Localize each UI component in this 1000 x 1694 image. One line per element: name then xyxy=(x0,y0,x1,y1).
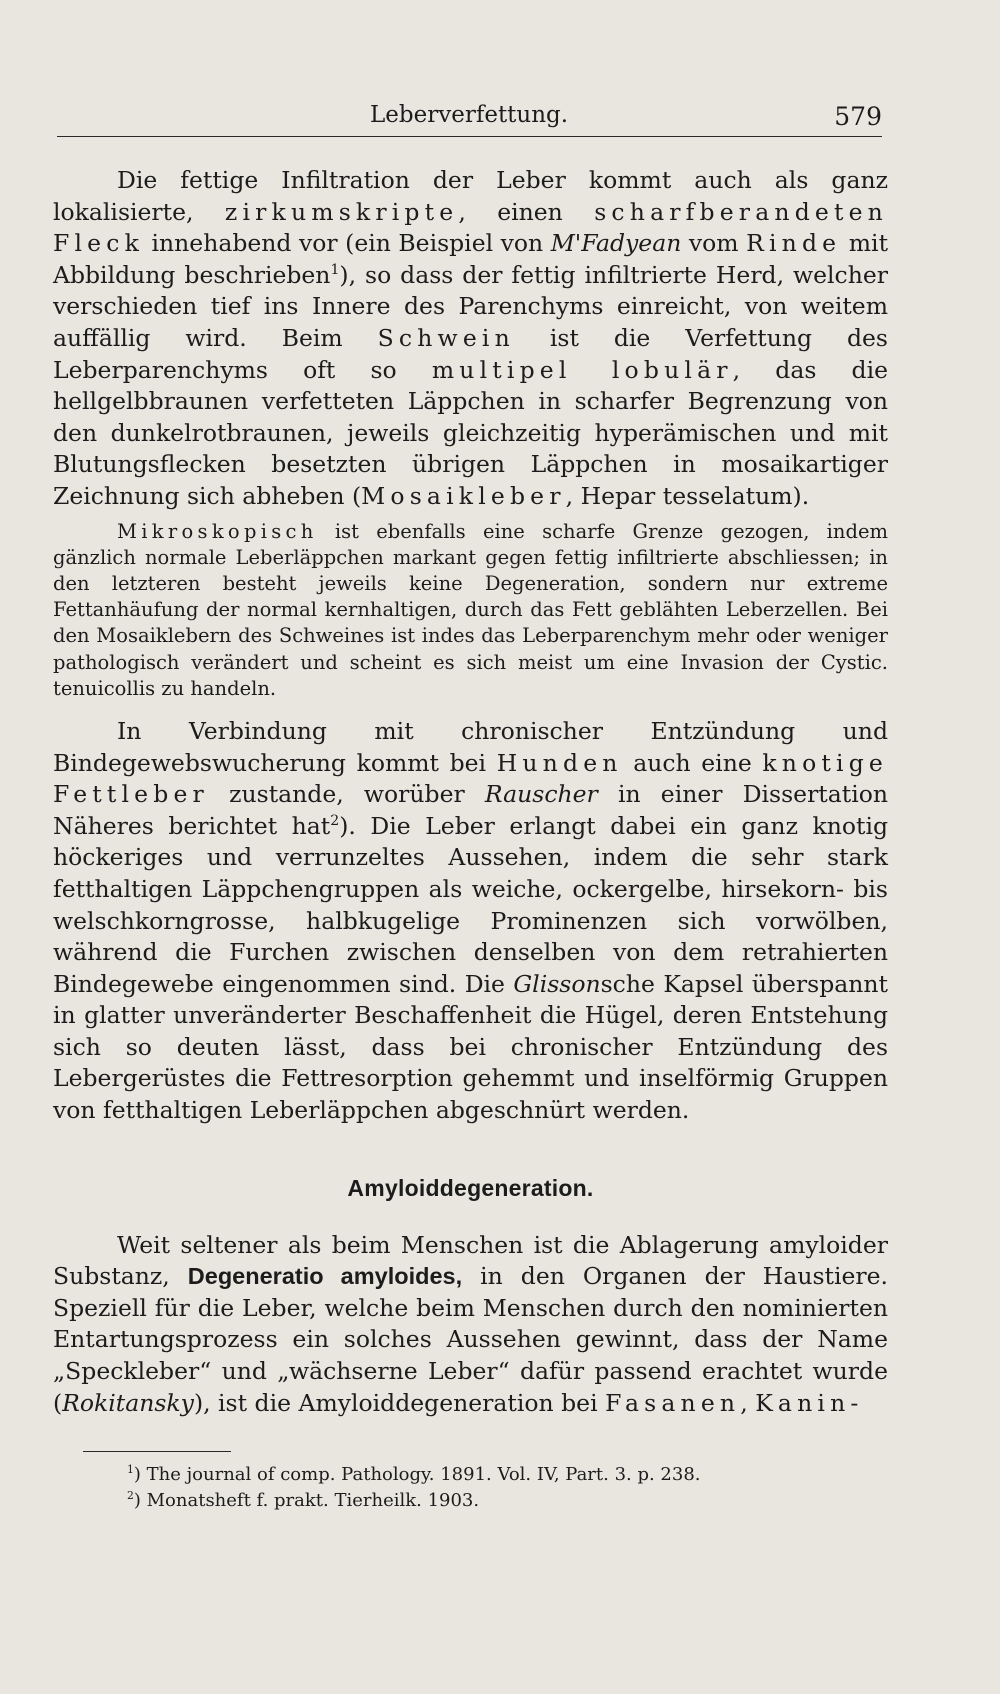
bold-term: Degeneratio amyloides, xyxy=(187,1263,463,1290)
spaced-term: zirkumskripte xyxy=(224,197,459,226)
section-heading: Amyloiddegeneration. xyxy=(347,1174,594,1201)
author-name: M'Fadyean xyxy=(550,229,682,258)
footnote: $^2$) Monatsheft f. prakt. Tierheilk. 1903. xyxy=(127,1489,480,1512)
spaced-term: knotige Fettleber xyxy=(53,748,888,809)
footnote-mark: 1 xyxy=(127,1463,134,1477)
footnote-divider xyxy=(83,1451,231,1452)
spaced-term: Hunden xyxy=(496,748,623,777)
spaced-term: Mosaikleber xyxy=(361,481,566,510)
paragraph-microscopic: Mikroskopisch ist ebenfalls eine scharfe Grenze gezogen, indem gänzlich normale Leberläppchen markant gegen fettig infiltrierte abschliessen; in den letzteren besteht jeweils keine Degeneration, sondern nur extreme Fettanhäufung der normal kernhaltigen, durch das Fett geblähten Leberzellen. Bei den Mosaiklebern des Schweines ist indes das Leberparenchym mehr oder weniger pathologisch verändert und scheint es sich meist um eine Invasion der Cystic. tenuicollis zu handeln. xyxy=(53,519,888,700)
spaced-term: scharfberandeten Fleck xyxy=(53,197,888,258)
spaced-term: Mikroskopisch xyxy=(117,519,318,543)
author-name: Rauscher xyxy=(484,780,598,809)
footnote: $^1$) The journal of comp. Pathology. 1891. Vol. IV, Part. 3. p. 238. xyxy=(127,1463,701,1486)
spaced-term: Rinde xyxy=(746,229,842,258)
page-number: 579 xyxy=(834,102,882,131)
paragraph-fatty-infiltration: Die fettige Infiltration der Leber kommt auch als ganz lokalisierte, zirkumskripte, einen scharfberandeten Fleck innehabend vor (ein Beispiel von M'Fadyean vom Rinde mit Abbildung beschrieben$^1$), so dass der fettig infiltrierte Herd, welcher verschieden tief ins Innere des Parenchyms einreicht, von weitem auffällig wird. Beim Schwein ist die Verfettung des Leberparenchyms oft so multipel lobulär, das die hellgelbbraunen verfetteten Läppchen in scharfer Begrenzung von den dunkelrotbraunen, jeweils gleichzeitig hyperämischen und mit Blutungsflecken besetzten übrigen Läppchen in mosaikartiger Zeichnung sich abheben (Mosaikleber, Hepar tesselatum). xyxy=(53,166,889,510)
spaced-term: Schwein xyxy=(377,323,515,352)
footnote-mark: 2 xyxy=(127,1489,134,1503)
footnote-ref[interactable]: 2 xyxy=(330,812,340,829)
footnote-ref[interactable]: 1 xyxy=(330,261,340,278)
paragraph-nodular-fatty-liver: In Verbindung mit chronischer Entzündung und Bindegewebswucherung kommt bei Hunden auch eine knotige Fettleber zustande, worüber Rauscher in einer Dissertation Näheres berichtet hat$^2$). Die Leber erlangt dabei ein ganz knotig höckeriges und verrunzeltes Aussehen, indem die sehr stark fetthaltigen Läppchengruppen als weiche, ockergelbe, hirsekorn- bis welschkorngrosse, halbkugelige Prominenzen sich vorwölben, während die Furchen zwischen denselben von dem retrahierten Bindegewebe eingenommen sind. Die Glissonsche Kapsel überspannt in glatter unveränderter Beschaffenheit die Hügel, deren Entstehung sich so deuten lässt, dass bei chronischer Entzündung des Lebergerüstes die Fettresorption gehemmt und inselförmig Gruppen von fetthaltigen Leberläppchen abgeschnürt werden. xyxy=(53,716,889,1125)
page-body xyxy=(53,165,888,1514)
spaced-term: Kanin- xyxy=(755,1388,864,1417)
running-header xyxy=(57,102,882,137)
running-title: Leberverfettung. xyxy=(370,102,569,128)
author-name: Glisson xyxy=(513,969,601,998)
author-name: Rokitansky xyxy=(62,1388,194,1417)
spaced-term: multipel lobulär xyxy=(431,355,733,384)
spaced-term: Fasanen xyxy=(605,1388,741,1417)
paragraph-amyloid: Weit seltener als beim Menschen ist die Ablagerung amyloider Substanz, Degeneratio amyloides, in den Organen der Haustiere. Speziell für die Leber, welche beim Menschen durch den nominierten Entartungsprozess ein solches Aussehen gewinnt, dass der Name „Speckleber“ und „wächserne Leber“ dafür passend erachtet wurde (Rokitansky), ist die Amyloiddegeneration bei Fasanen, Kanin- xyxy=(53,1230,888,1417)
